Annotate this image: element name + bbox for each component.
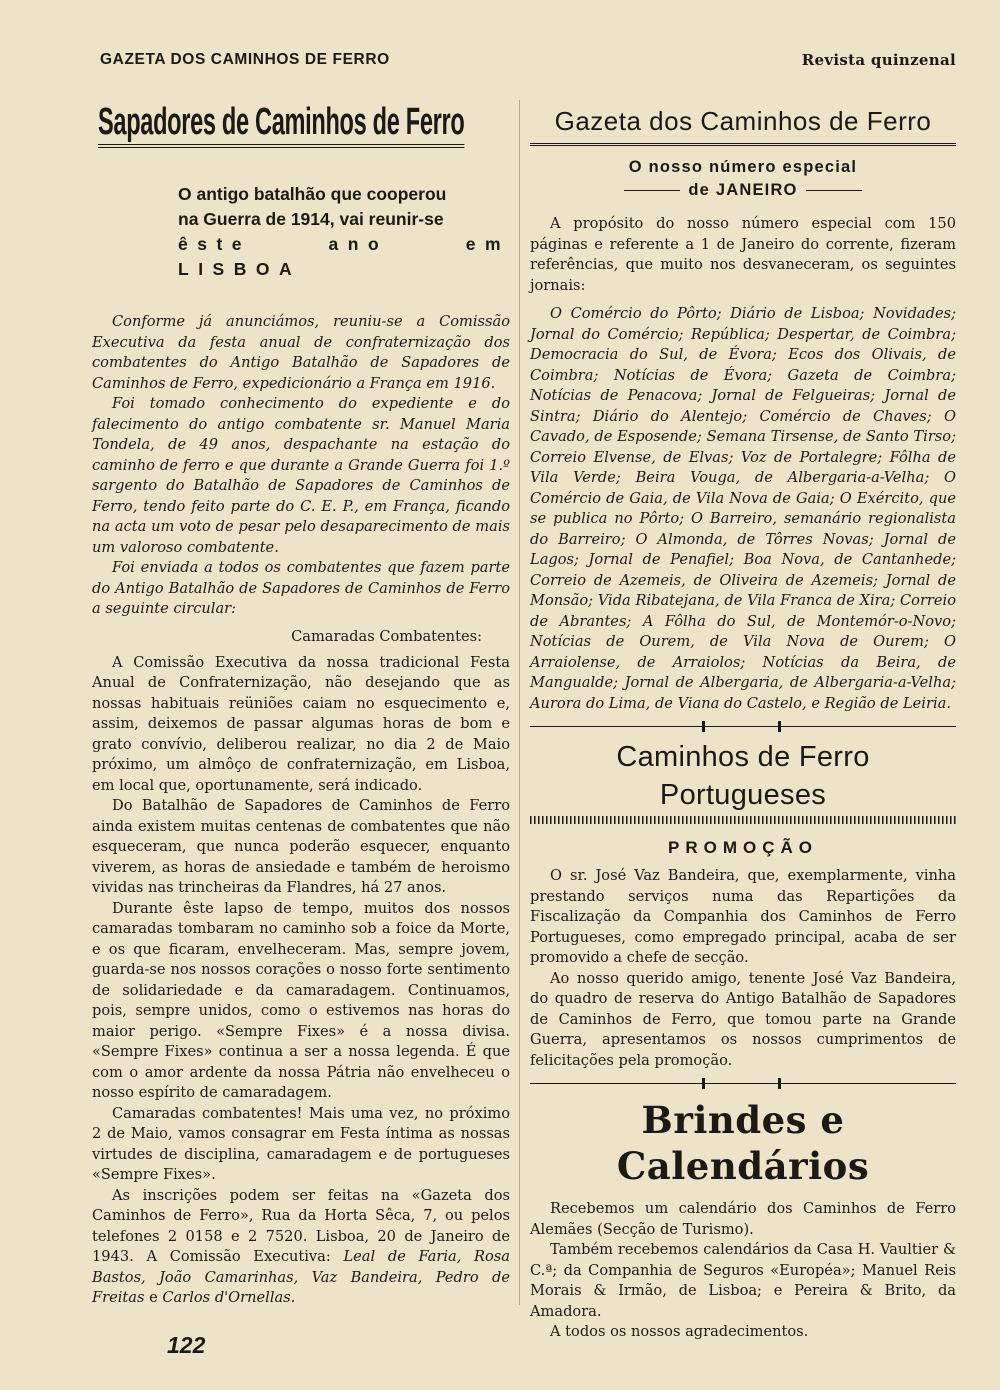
section-separator (530, 1077, 956, 1091)
circular-paragraph: A Comissão Executiva da nossa tradicional Festa Anual de Confraternização, não desejando que as nossas habituais reüniões caiam no esquecimento e, assim, deixemos de passar algumas horas de bom e grato convívio, deliberou realizar, no dia 2 de Maio próximo, um almôço de confraternização, em Lisboa, em local que, oportunamente, será indicado. (92, 653, 510, 794)
committee-names: Leal de Faria, Rosa Bastos, João Camarinhas, Vaz Bandeira, Pedro de Freitas (92, 1248, 510, 1306)
closing-paragraph (92, 1186, 510, 1309)
closing-text: As inscrições podem ser feitas na «Gazeta dos Caminhos de Ferro», Rua da Horta Sêca, 7, ou pelos telefones 2 0158 e 2 7520. Lisboa, 20 de Janeiro de 1943. A Comissão Executiva: (92, 1186, 510, 1265)
separator-tick (778, 721, 781, 732)
publication-frequency: Revista quinzenal (801, 51, 956, 69)
hatched-rule (530, 816, 956, 824)
circular-paragraph: Durante êste lapso de tempo, muitos dos nossos camaradas tombaram no caminho sob a foice da Morte, e os que ficaram, envelheceram. Mas, sempre jovem, guarda-se nos nossos corações o nosso forte sentimento de solidariedade e da camaradagem. Continuamos, pois, sempre unidos, como o estivemos nas horas do maior perigo. «Sempre Fixes» é a nossa divisa. «Sempre Fixes» continua a ser a nossa legenda. É que com o amor ardente da nossa Pátria não envelheceu o nosso espírito de camaradagem. (92, 899, 510, 1101)
promotion-heading: PROMOÇÃO (668, 838, 818, 857)
intro-paragraph: Conforme já anunciámos, reuniu-se a Comissão Executiva da festa anual de confraternização dos combatentes do Antigo Batalhão de Sapadores de Caminhos de Ferro, expedicionário a França em 1916. (92, 313, 510, 392)
circular-paragraph: Do Batalhão de Sapadores de Caminhos de Ferro ainda existem muitas centenas de combatentes que não esqueceram, que nunca poderão esquecer, enquanto viverem, as horas de ansiedade e também de heroismo vividas nas trincheiras da Flandres, há 27 anos. (92, 797, 510, 896)
promotion-paragraph: Ao nosso querido amigo, tenente José Vaz Bandeira, do quadro de reserva do Antigo Batalhão de Sapadores de Caminhos de Ferro, que tomou parte na Grande Guerra, apresentamos os nossos cumprimentos de felicitações pela promoção. (530, 969, 956, 1069)
committee-last-name: Carlos d'Ornellas. (162, 1289, 296, 1306)
circular-paragraph: Camaradas combatentes! Mais uma vez, no próximo 2 de Maio, vamos consagrar em Festa íntima as nossas virtudes de disciplina, camaradagem e de portugueses «Sempre Fixes». (92, 1104, 510, 1183)
running-header (100, 48, 956, 72)
special-issue-line-1: O nosso número especial (628, 158, 858, 176)
left-column (92, 100, 510, 1309)
column-divider (519, 100, 520, 1305)
subheading-line-1: O antigo batalhão que cooperou (178, 184, 447, 204)
separator-line (530, 726, 956, 727)
separator-tick (778, 1078, 781, 1089)
heading-dash-right (806, 190, 862, 191)
special-issue-line-2: de JANEIRO (688, 181, 798, 199)
brindes-paragraph: A todos os nossos agradecimentos. (550, 1323, 809, 1340)
heading-dash-left (624, 190, 680, 191)
promotion-paragraph: O sr. José Vaz Bandeira, que, exemplarmente, vinha prestando serviços numa das Repartições da Fiscalização da Companhia dos Caminhos de Ferro Portugueses, como empregado principal, acaba de ser promovido a chefe de secção. (530, 867, 956, 966)
intro-paragraph: Foi tomado conhecimento do expediente e do falecimento do antigo combatente sr. Manuel Maria Tondela, de 49 anos, despachante na estação do caminho de ferro e que durante a Grande Guerra foi 1.º sargento do Batalhão de Sapadores de Caminhos de Ferro, tendo feito parte do C. E. P., em França, ficando na acta um voto de pesar pelo desaparecimento de mais um valoroso combatente. (92, 395, 510, 556)
article-title-wrap (92, 100, 510, 164)
article-subheading (178, 182, 510, 282)
separator-tick (702, 721, 705, 732)
special-issue-heading (530, 156, 956, 202)
closing-conjunction: e (144, 1289, 163, 1306)
special-issue-intro: A propósito do nosso número especial com 150 páginas e referente a 1 de Janeiro do corrente, fizeram referências, que muito nos desvaneceram, os seguintes jornais: (530, 215, 956, 294)
section-separator (530, 720, 956, 734)
circular-salutation: Camaradas Combatentes: (291, 627, 482, 645)
intro-paragraph: Foi enviada a todos os combatentes que fazem parte do Antigo Batalhão de Sapadores de Caminhos de Ferro a seguinte circular: (92, 559, 510, 617)
separator-tick (702, 1078, 705, 1089)
subheading-line-2: na Guerra de 1914, vai reunir-se (178, 209, 444, 229)
separator-line (530, 1083, 956, 1084)
section-title-brindes: Brindes e Calendários (616, 1098, 870, 1188)
page-number: 122 (167, 1332, 206, 1358)
article-title: Sapadores de Caminhos de Ferro (98, 100, 464, 148)
special-issue-line-2-wrap (530, 179, 956, 202)
section-title-gazeta: Gazeta dos Caminhos de Ferro (530, 106, 956, 146)
publication-name: GAZETA DOS CAMINHOS DE FERRO (100, 51, 390, 68)
brindes-paragraph: Recebemos um calendário dos Caminhos de Ferro Alemães (Secção de Turismo). (530, 1200, 956, 1238)
brindes-paragraph: Também recebemos calendários da Casa H. Vaultier & C.ª; da Companhia de Seguros «Européa»; Manuel Reis Morais & Irmão, de Lisboa; e Pereira & Brito, da Amadora. (530, 1241, 956, 1320)
subheading-line-3: êste ano em LISBOA (178, 234, 510, 279)
right-column (530, 100, 956, 1343)
section-title-cfp: Caminhos de Ferro Portugueses (616, 741, 870, 811)
newspaper-list: O Comércio do Pôrto; Diário de Lisboa; Novidades; Jornal do Comércio; República; Despertar, de Coimbra; Democracia do Sul, de Évora; Ecos dos Olivais, de Coimbra; Notícias de Évora; Gazeta de Coimbra; Notícias de Penacova; Jornal de Felgueiras; Jornal de Sintra; Diário do Alentejo; Comércio de Chaves; O Cavado, de Esposende; Semana Tirsense, de Santo Tirso; Correio Elvense, de Elvas; Voz de Portalegre; Fôlha de Vila Verde; Beira Vouga, de Albergaria-a-Velha; O Comércio de Gaia, de Vila Nova de Gaia; O Exército, que se publica no Pôrto; O Barreiro, semanário regionalista do Barreiro; O Almonda, de Tôrres Novas; Jornal de Lagos; Jornal de Penafiel; Boa Nova, de Cantanhede; Correio de Azemeis, de Oliveira de Azemeis; Jornal de Monsão; Vida Ribatejana, de Vila Franca de Xira; Correio de Abrantes; A Fôlha do Sul, de Montemór-o-Novo; Notícias de Ourem, de Vila Nova de Ourem; O Arraiolense, de Arraiolos; Notícias da Beira, de Mangualde; Jornal de Albergaria, de Albergaria-a-Velha; Aurora do Lima, de Viana do Castelo, e Região de Leiria. (530, 305, 956, 712)
